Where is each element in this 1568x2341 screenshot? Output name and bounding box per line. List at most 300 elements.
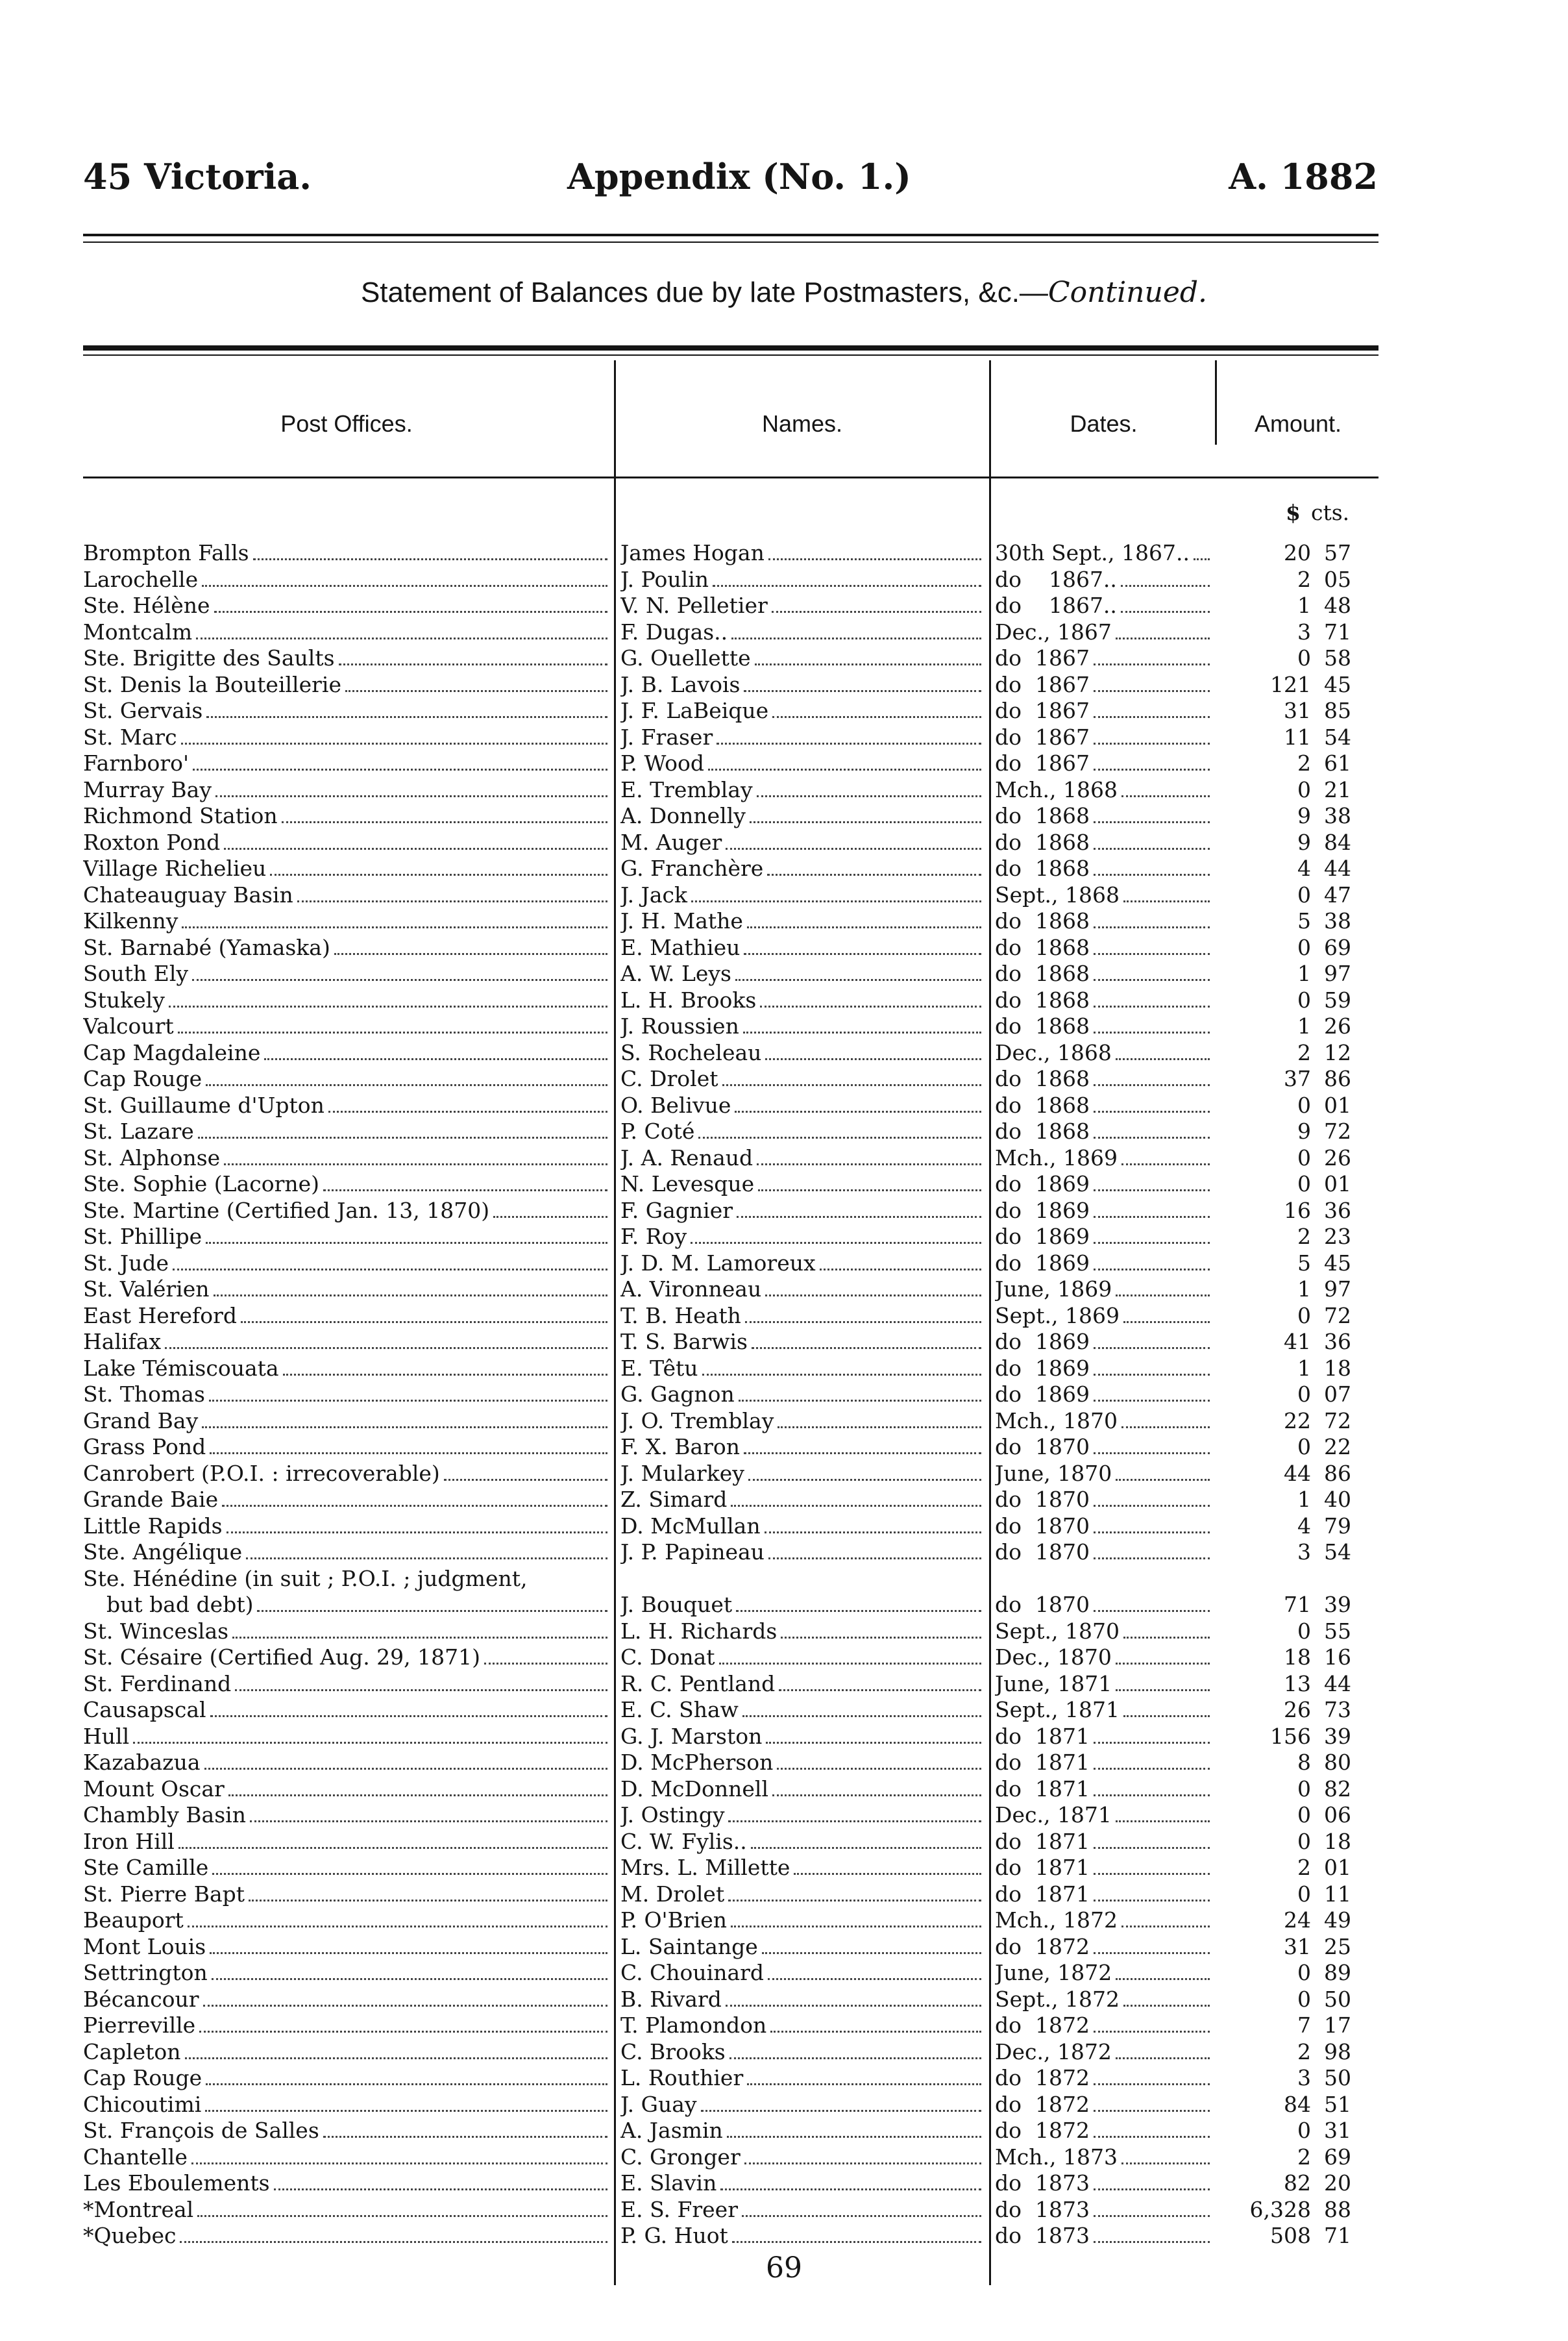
leader-dots [747,926,981,928]
amount-dollars: 4 [1297,856,1311,881]
leader-dots [1094,1794,1210,1796]
leader-dots [778,1426,981,1428]
date-cell [995,2170,1212,2197]
table-top-rule-thick [83,345,1378,351]
amount-dollars: 0 [1297,2118,1311,2143]
date-cell [995,1013,1212,1040]
name-cell [620,1855,984,1881]
leader-dots [762,1952,981,1954]
amount-dollars: 37 [1284,1066,1311,1091]
leader-dots [691,900,981,902]
balance-date: do 1873 [995,2223,1090,2248]
leader-dots [766,1742,981,1744]
postmaster-name: D. McDonnell [620,1776,769,1802]
office-cell [83,1987,610,2013]
amount-cents: 54 [1324,724,1351,750]
post-office: St. Césaire (Certified Aug. 29, 1871) [83,1644,480,1670]
postmaster-name: J. F. LaBeique [620,698,769,723]
header-rule-top [83,234,1378,236]
postmaster-name: D. McPherson [620,1750,774,1775]
name-cell [620,1276,984,1303]
amount-dollars: 508 [1270,2223,1311,2248]
date-cell [995,1829,1212,1855]
name-cell [620,803,984,830]
postmaster-name: A. W. Leys [620,961,731,986]
leader-dots [484,1663,607,1665]
name-cell [620,593,984,619]
amount-dollars: 9 [1297,829,1311,855]
table-row [0,1881,1568,1908]
leader-dots [1121,1163,1210,1165]
balance-date: do 1869 [995,1329,1090,1354]
table-row [0,593,1568,619]
balance-date: Sept., 1872 [995,1986,1120,2012]
name-cell [620,1592,984,1618]
date-cell [995,1276,1212,1303]
amount-cents: 23 [1324,1224,1351,1249]
leader-dots [1094,743,1210,745]
post-office: St. Phillipe [83,1224,202,1249]
date-cell [995,1303,1212,1330]
amount-units [1286,500,1349,525]
name-cell [620,2013,984,2039]
amount-cents: 50 [1324,1986,1351,2012]
post-office: St. Denis la Bouteillerie [83,671,341,697]
table-row [0,1461,1568,1487]
date-cell [995,1171,1212,1198]
balance-date: do 1871 [995,1723,1090,1749]
leader-dots [1094,1742,1210,1744]
date-cell [995,1487,1212,1513]
leader-dots [1121,1426,1210,1428]
office-cell [83,1566,610,1618]
date-cell [995,2039,1212,2066]
date-cell [995,1250,1212,1277]
name-cell [620,2197,984,2223]
table-row [0,1776,1568,1803]
amount-cents: 50 [1324,2065,1351,2090]
post-office: Mont Louis [83,1933,206,1959]
post-office: Brompton Falls [83,540,249,565]
postmaster-name: M. Drolet [620,1881,725,1907]
post-office: Settrington [83,1960,208,1985]
amount-cents: 17 [1324,2013,1351,2038]
leader-dots [181,743,607,745]
date-cell [995,2065,1212,2092]
balance-date: do 1867.. [995,593,1117,618]
post-office: St. Alphonse [83,1145,221,1170]
table-row [0,1907,1568,1934]
date-cell [995,856,1212,882]
leader-dots [1094,1374,1210,1376]
page-number: 69 [766,2251,802,2285]
leader-dots [1094,1137,1210,1139]
leader-dots [765,1531,981,1533]
postmaster-name: J. Ostingy [620,1802,725,1827]
leader-dots [765,1294,981,1296]
post-office: Ste. Angélique [83,1539,243,1565]
balance-date: Sept., 1871 [995,1697,1120,1722]
date-cell [995,567,1212,593]
postmaster-name: E. Slavin [620,2170,717,2196]
leader-dots [1116,1978,1210,1980]
amount-cents: 39 [1324,1723,1351,1749]
post-office: Causapscal [83,1697,206,1722]
balance-date: Mch., 1869 [995,1145,1118,1170]
amount-dollars: 0 [1297,1145,1311,1170]
leader-dots [1094,926,1210,928]
table-row [0,1040,1568,1067]
amount-cents: 72 [1324,1302,1351,1328]
amount-cents: 58 [1324,645,1351,671]
table-row [0,1855,1568,1881]
table-row [0,1618,1568,1645]
name-cell [620,1934,984,1961]
office-cell [83,672,610,699]
office-cell [83,1750,610,1776]
date-cell [995,1145,1212,1172]
amount-dollars: 84 [1284,2091,1311,2117]
leader-dots [283,1374,607,1376]
leader-dots [1123,900,1210,902]
leader-dots [744,2162,981,2164]
name-cell [620,1013,984,1040]
amount-dollars: 26 [1284,1697,1311,1722]
table-row [0,567,1568,593]
office-cell [83,1224,610,1250]
balance-date: do 1873 [995,2196,1090,2222]
leader-dots [282,821,607,823]
balance-date: do 1871 [995,1828,1090,1854]
post-office: St. Barnabé (Yamaska) [83,934,330,960]
date-cell [995,725,1212,751]
leader-dots [1116,1663,1210,1665]
balance-date: Dec., 1871 [995,1802,1112,1827]
name-cell [620,1040,984,1067]
postmaster-name: A. Jasmin [620,2118,723,2143]
leader-dots [781,1637,981,1639]
leader-dots [768,1557,981,1559]
leader-dots [1094,1557,1210,1559]
leader-dots [210,1952,607,1954]
date-cell [995,1724,1212,1750]
balance-date: do 1871 [995,1881,1090,1907]
leader-dots [1116,2057,1210,2059]
amount-cents: 07 [1324,1381,1351,1407]
postmaster-name: C. Drolet [620,1066,718,1091]
name-cell [620,2065,984,2092]
name-cell [620,882,984,909]
balance-date: Dec., 1868 [995,1039,1112,1065]
leader-dots [1123,2005,1210,2007]
office-cell [83,725,610,751]
post-office: Grand Bay [83,1407,199,1433]
leader-dots [1121,1926,1210,1927]
date-cell [995,1539,1212,1566]
table-row [0,1487,1568,1513]
leader-dots [722,1084,982,1086]
amount-cents: 38 [1324,803,1351,828]
leader-dots [731,1926,981,1927]
leader-dots [249,1900,607,1901]
leader-dots [736,1610,981,1612]
amount-dollars: 9 [1297,1119,1311,1144]
leader-dots [1094,1610,1210,1612]
table-row [0,1934,1568,1961]
postmaster-name: J. Guay [620,2091,697,2117]
leader-dots [735,1111,981,1113]
name-cell [620,725,984,751]
balance-date: do 1872 [995,1933,1090,1959]
amount-dollars: 18 [1284,1644,1311,1670]
office-cell [83,935,610,961]
office-cell [83,830,610,856]
office-cell [83,1934,610,1961]
leader-dots [1121,795,1210,797]
date-cell [995,908,1212,935]
leader-dots [1094,663,1210,665]
leader-dots [772,611,981,613]
postmaster-name: N. Levesque [620,1171,755,1196]
leader-dots [339,663,607,665]
amount-dollars: 2 [1297,566,1311,592]
office-cell [83,750,610,777]
leader-dots [1094,690,1210,692]
amount-cents: 59 [1324,987,1351,1013]
amount-dollars: 0 [1297,987,1311,1013]
post-office: Capleton [83,2038,181,2064]
balance-date: do 1868 [995,961,1090,986]
amount-dollars: 82 [1284,2170,1311,2196]
post-office: *Montreal [83,2196,194,2222]
leader-dots [794,1873,981,1875]
postmaster-name: J. Bouquet [620,1592,733,1617]
amount-dollars: 71 [1284,1592,1311,1617]
amount-dollars: 0 [1297,1776,1311,1802]
table-row [0,803,1568,830]
name-cell [620,777,984,804]
balance-date: do 1868 [995,803,1090,828]
amount-cents: 72 [1324,1407,1351,1433]
office-cell [83,2223,610,2249]
amount-cents: 69 [1324,2144,1351,2170]
leader-dots [1094,1032,1210,1034]
leader-dots [180,2241,607,2243]
balance-date: do 1871 [995,1750,1090,1775]
amount-dollars: 6,328 [1249,2196,1311,2222]
amount-dollars: 0 [1297,1618,1311,1644]
amount-cents: 40 [1324,1487,1351,1512]
table-row [0,1276,1568,1303]
amount-dollars: 0 [1297,1092,1311,1118]
table-row [0,725,1568,751]
postmaster-name: L. Saintange [620,1933,758,1959]
postmaster-name: E. C. Shaw [620,1697,739,1722]
amount-cents: 84 [1324,829,1351,855]
leader-dots [744,690,981,692]
date-cell [995,1381,1212,1408]
leader-dots [752,1347,981,1349]
amount-dollars: 31 [1284,698,1311,723]
leader-dots [1094,2241,1210,2243]
office-cell [83,882,610,909]
amount-dollars: 0 [1297,1381,1311,1407]
leader-dots [1094,874,1210,876]
post-office: St. François de Salles [83,2118,319,2143]
balance-date: do 1867 [995,645,1090,671]
table-row [0,2013,1568,2039]
name-cell [620,1881,984,1908]
leader-dots [206,1084,607,1086]
office-cell [83,540,610,567]
balance-date: do 1868 [995,1092,1090,1118]
leader-dots [206,1242,607,1244]
leader-dots [246,1557,607,1559]
leader-dots [1094,1269,1210,1270]
leader-dots [204,1768,607,1770]
amount-cents: 85 [1324,698,1351,723]
leader-dots [698,1137,981,1139]
leader-dots [768,558,981,560]
leader-dots [731,1505,981,1507]
name-cell [620,2170,984,2197]
postmaster-name: Z. Simard [620,1487,728,1512]
post-office: St. Marc [83,724,177,750]
leader-dots [1094,1873,1210,1875]
leader-dots [1121,2162,1210,2164]
amount-dollars: 1 [1297,1276,1311,1302]
post-office: Larochelle [83,566,199,592]
name-cell [620,935,984,961]
amount-cents: 71 [1324,619,1351,645]
postmaster-name: P. G. Huot [620,2223,728,2248]
date-cell [995,1802,1212,1829]
amount-cents: 44 [1324,856,1351,881]
postmaster-name: O. Belivue [620,1092,731,1118]
leader-dots [264,1058,607,1060]
name-cell [620,2118,984,2144]
table-row [0,987,1568,1014]
amount-cents: 86 [1324,1066,1351,1091]
postmaster-name: J. O. Tremblay [620,1407,774,1433]
balance-date: do 1867 [995,724,1090,750]
post-office: Grande Baie [83,1487,219,1512]
table-row [0,961,1568,987]
leader-dots [1094,1452,1210,1454]
column-header-names: Names. [761,410,843,437]
balance-date: June, 1871 [995,1670,1112,1696]
leader-dots [767,874,981,876]
name-cell [620,1066,984,1093]
balance-date: Mch., 1868 [995,776,1118,802]
name-cell [620,1356,984,1382]
postmaster-name: F. Roy [620,1224,687,1249]
leader-dots [760,1006,981,1008]
table-row [0,1119,1568,1145]
post-office: Grass Pond [83,1434,206,1459]
date-cell [995,1750,1212,1776]
leader-dots [323,2136,607,2138]
post-office: Chicoutimi [83,2091,202,2117]
amount-dollars: 44 [1284,1460,1311,1486]
postmaster-name: P. O'Brien [620,1907,727,1933]
table-row [0,2170,1568,2197]
date-cell [995,1934,1212,1961]
leader-dots [1094,2110,1210,2112]
leader-dots [227,1531,607,1533]
date-cell [995,2013,1212,2039]
amount-dollars: 3 [1297,1539,1311,1565]
balance-date: do 1873 [995,2170,1090,2196]
table-row [0,540,1568,567]
amount-dollars: 0 [1297,934,1311,960]
balance-date: Mch., 1873 [995,2144,1118,2170]
table-top-rule-thin [83,354,1378,356]
amount-cents: 36 [1324,1197,1351,1223]
leader-dots [765,1058,981,1060]
name-cell [620,1329,984,1356]
name-cell [620,2039,984,2066]
post-office: Halifax [83,1329,162,1354]
leader-dots [1094,2215,1210,2217]
amount-dollars: 0 [1297,1960,1311,1985]
postmaster-name: J. H. Mathe [620,908,743,934]
leader-dots [1094,1084,1210,1086]
leader-dots [751,1847,981,1849]
post-office: Bécancour [83,1986,199,2012]
date-cell [995,882,1212,909]
leader-dots [165,1347,607,1349]
leader-dots [1094,1111,1210,1113]
balance-date: Mch., 1872 [995,1907,1118,1933]
office-cell [83,1093,610,1119]
date-cell [995,645,1212,672]
amount-cents: 98 [1324,2038,1351,2064]
leader-dots [735,979,981,981]
office-cell [83,1487,610,1513]
leader-dots [241,1321,607,1323]
leader-dots [191,2162,607,2164]
amount-cents: 55 [1324,1618,1351,1644]
amount-cents: 01 [1324,1855,1351,1880]
amount-cents: 80 [1324,1750,1351,1775]
amount-cents: 39 [1324,1592,1351,1617]
amount-dollars: 20 [1284,540,1311,565]
office-cell [83,1855,610,1881]
amount-dollars: 0 [1297,1302,1311,1328]
name-cell [620,645,984,672]
postmaster-name: A. Donnelly [620,803,746,828]
leader-dots [1094,1531,1210,1533]
post-office: Ste. Hénédine (in suit ; P.O.I. ; judgment, [83,1565,528,1591]
balance-date: do 1867 [995,750,1090,776]
office-cell [83,1513,610,1540]
post-office-continued: but bad debt) [106,1592,254,1617]
balance-date: Sept., 1869 [995,1302,1120,1328]
leader-dots [1094,1216,1210,1218]
postmaster-name: P. Coté [620,1119,695,1144]
leader-dots [1094,1006,1210,1008]
dollars-unit: $ [1286,500,1301,525]
date-cell [995,1408,1212,1435]
balance-date: do 1872 [995,2118,1090,2143]
name-cell [620,1539,984,1566]
date-cell [995,2092,1212,2118]
postmaster-name: Mrs. L. Millette [620,1855,790,1880]
table-row [0,672,1568,699]
date-cell [995,1592,1212,1618]
leader-dots [178,1032,607,1034]
